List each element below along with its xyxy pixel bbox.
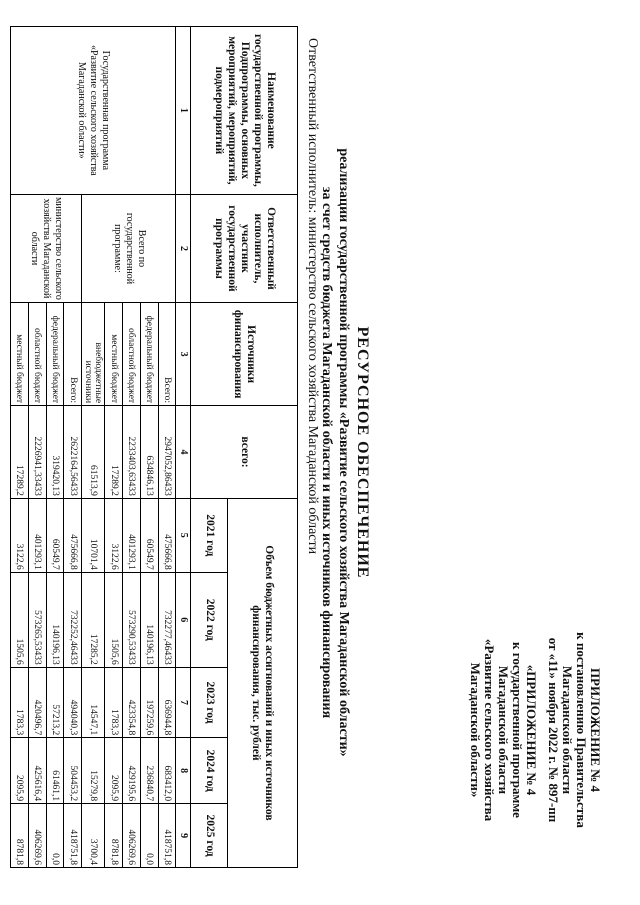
year-cell: 423354,8: [122, 667, 140, 737]
year-cell: 140196,13: [140, 572, 158, 667]
header-year: 2025 год: [191, 804, 227, 868]
source-cell: Всего:: [64, 303, 82, 406]
year-cell: 418751,8: [158, 804, 176, 868]
total-cell: 634846,13: [140, 406, 158, 499]
year-cell: 406269,6: [122, 804, 140, 868]
appendix-ref-line: Магаданской области: [496, 665, 511, 795]
total-cell: 61513,9: [82, 406, 105, 499]
document-heading: РЕСУРСНОЕ ОБЕСПЕЧЕНИЕ: [354, 326, 371, 579]
column-index: 9: [176, 804, 191, 868]
year-cell: 401293,1: [122, 498, 140, 572]
year-cell: 140196,13: [46, 572, 64, 667]
source-cell: внебюджетные источники: [82, 303, 105, 406]
title-block: [318, 0, 372, 905]
column-index: 7: [176, 667, 191, 737]
source-cell: местный бюджет: [11, 303, 29, 406]
year-cell: 10701,4: [82, 498, 105, 572]
header-source: Источники финансирования: [191, 303, 298, 406]
source-cell: областной бюджет: [122, 303, 140, 406]
header-total: всего:: [191, 406, 298, 499]
year-cell: 1505,6: [11, 572, 29, 667]
year-cell: 0,0: [46, 804, 64, 868]
year-cell: 425616,4: [28, 738, 46, 804]
appendix-ref-line: Магаданской области: [560, 665, 575, 795]
year-cell: 2095,9: [11, 738, 29, 804]
document-subtitle: за счет средств бюджета Магаданской области и иных источников финансирования: [319, 186, 334, 719]
year-cell: 0,0: [140, 804, 158, 868]
year-cell: 1505,6: [105, 572, 123, 667]
appendix-ref-line: к государственной программе: [510, 642, 525, 818]
year-cell: 475666,8: [64, 498, 82, 572]
responsible-cell: Всего по государственной программе:: [82, 194, 176, 302]
year-cell: 429195,6: [122, 738, 140, 804]
year-cell: 504453,2: [64, 738, 82, 804]
year-cell: 61461,1: [46, 738, 64, 804]
column-index: 8: [176, 738, 191, 804]
year-cell: 475666,8: [158, 498, 176, 572]
year-cell: 3122,6: [105, 498, 123, 572]
total-cell: 2947052,86433: [158, 406, 176, 499]
source-cell: областной бюджет: [28, 303, 46, 406]
year-cell: 401293,1: [28, 498, 46, 572]
column-index: 4: [176, 406, 191, 499]
year-cell: 2095,9: [105, 738, 123, 804]
year-cell: 14547,1: [82, 667, 105, 737]
source-cell: местный бюджет: [105, 303, 123, 406]
year-cell: 573265,53433: [28, 572, 46, 667]
column-index: 6: [176, 572, 191, 667]
year-cell: 8781,8: [105, 804, 123, 868]
program-name-cell: Государственная программа «Развитие сельского хозяйства Магаданской области»: [11, 27, 176, 195]
year-cell: 57213,2: [46, 667, 64, 737]
year-cell: 683412,0: [158, 738, 176, 804]
year-cell: 732252,46433: [64, 572, 82, 667]
header-name: Наименование государственной программы, Подпрограммы, основных мероприятий, мероприятий, подмероприятий: [191, 27, 298, 195]
year-cell: 236840,7: [140, 738, 158, 804]
total-cell: 319420,13: [46, 406, 64, 499]
year-cell: 732277,46433: [158, 572, 176, 667]
column-index-row: [176, 27, 191, 868]
source-cell: федеральный бюджет: [46, 303, 64, 406]
year-cell: 197259,6: [140, 667, 158, 737]
year-cell: 15279,8: [82, 738, 105, 804]
total-cell: 2226941,33433: [28, 406, 46, 499]
source-cell: Всего:: [158, 303, 176, 406]
column-index: 1: [176, 27, 191, 195]
total-cell: 2622164,56433: [64, 406, 82, 499]
year-cell: 1783,3: [105, 667, 123, 737]
header-year: 2023 год: [191, 667, 227, 737]
header-responsible: Ответственный исполнитель, участник государственной программы: [191, 194, 298, 302]
appendix-quoted-number: «ПРИЛОЖЕНИЕ № 4: [524, 664, 539, 796]
column-index: 3: [176, 303, 191, 406]
appendix-ref-line: к постановлению Правительства: [574, 632, 589, 828]
column-index: 5: [176, 498, 191, 572]
year-cell: 420496,7: [28, 667, 46, 737]
document-subtitle: реализации государственной программы «Развитие сельского хозяйства Магаданской области»: [336, 148, 351, 757]
year-cell: 60549,7: [46, 498, 64, 572]
year-cell: 3122,6: [11, 498, 29, 572]
total-cell: 2233403,63433: [122, 406, 140, 499]
header-year: 2021 год: [191, 498, 227, 572]
responsible-executor: Ответственный исполнитель: министерство сельского хозяйства Магаданской области: [305, 38, 320, 555]
total-cell: 17289,2: [105, 406, 123, 499]
year-cell: 494040,3: [64, 667, 82, 737]
year-cell: 3700,4: [82, 804, 105, 868]
header-funding-group: Объем бюджетных ассигнований и иных источников финансирования, тыс. рублей: [227, 498, 297, 867]
responsible-cell: министерство сельского хозяйства Магаданской области: [11, 194, 82, 302]
year-cell: 8781,8: [11, 804, 29, 868]
appendix-date-line: от «11» ноября 2022 г. № 897-пп: [546, 637, 561, 823]
total-cell: 17289,2: [11, 406, 29, 499]
appendix-number: ПРИЛОЖЕНИЕ № 4: [588, 667, 603, 793]
year-cell: 1783,3: [11, 667, 29, 737]
appendix-ref-line: Магаданской области»: [468, 662, 483, 798]
year-cell: 60549,7: [140, 498, 158, 572]
year-cell: 406269,6: [28, 804, 46, 868]
year-cell: 418751,8: [64, 804, 82, 868]
resource-table: [10, 26, 298, 868]
appendix-block: [468, 595, 602, 865]
column-index: 2: [176, 194, 191, 302]
header-year: 2024 год: [191, 738, 227, 804]
header-year: 2022 год: [191, 572, 227, 667]
year-cell: 17285,2: [82, 572, 105, 667]
appendix-ref-line: «Развитие сельского хозяйства: [482, 638, 497, 822]
year-cell: 636944,8: [158, 667, 176, 737]
source-cell: федеральный бюджет: [140, 303, 158, 406]
table-row: [158, 27, 176, 868]
year-cell: 573290,53433: [122, 572, 140, 667]
